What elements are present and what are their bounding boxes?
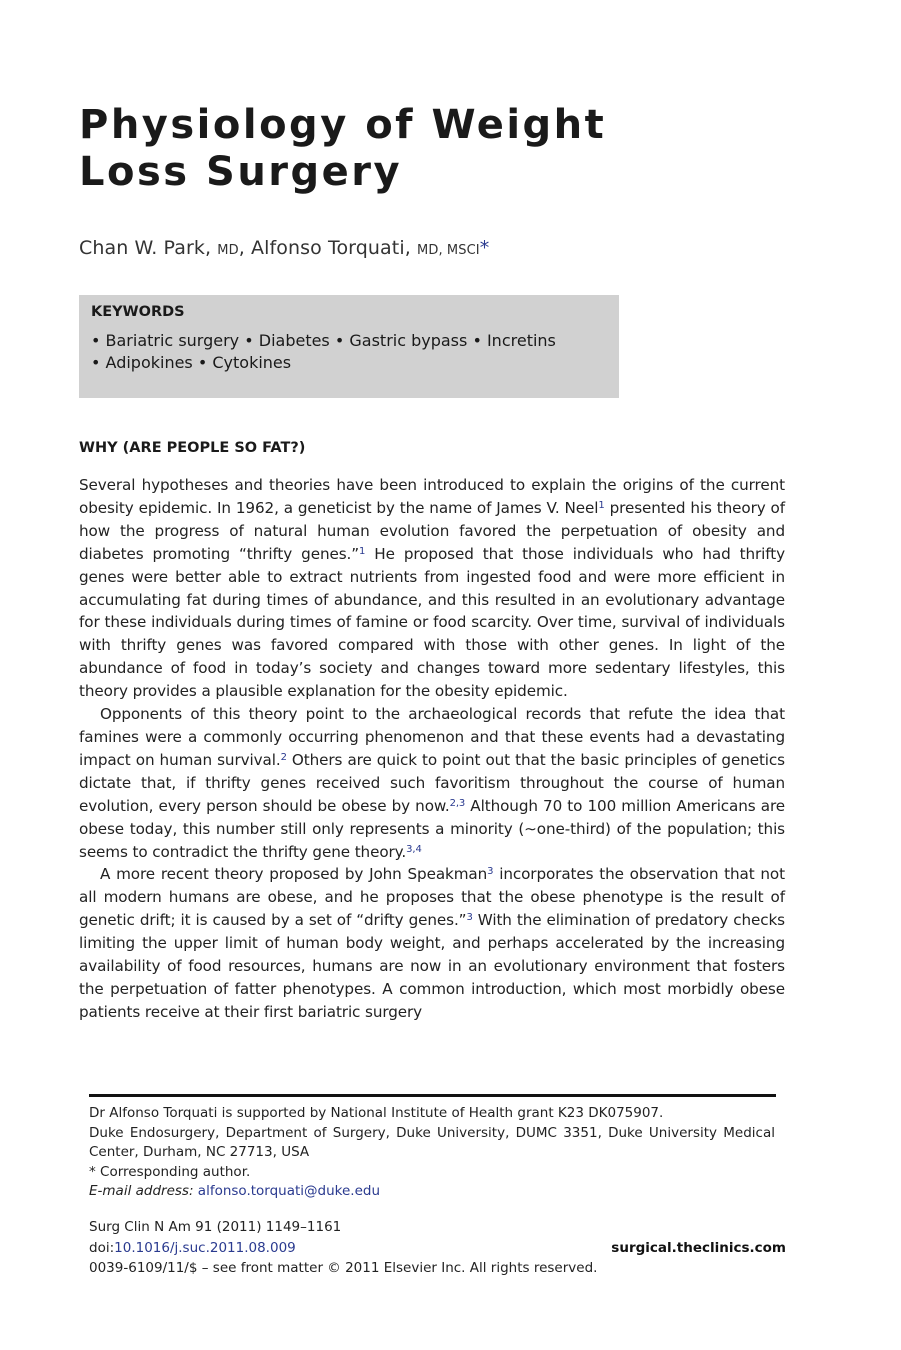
paragraph-3-text-a: A more recent theory proposed by John Speakman: [100, 865, 488, 884]
article-title: [79, 102, 779, 196]
author-1-degree: MD: [217, 243, 239, 258]
paragraph-3-text-c: With the elimination of predatory checks limiting the upper limit of human body weight, and perhaps accelerated by the increasing availability of food resources, humans are now in an evolutionary environment that fosters the perpetuation of fatter phenotypes. A common introduction, which most morbidly obese patients receive at their first bariatric surgery: [79, 911, 785, 1021]
footnote-divider: [89, 1094, 776, 1097]
author-separator: ,: [238, 237, 251, 259]
citation-block: [89, 1217, 786, 1279]
journal-website[interactable]: surgical.theclinics.com: [611, 1239, 786, 1256]
section-heading: WHY (ARE PEOPLE SO FAT?): [79, 440, 306, 456]
citation-ref[interactable]: 1: [359, 545, 366, 557]
doi-link[interactable]: 10.1016/j.suc.2011.08.009: [114, 1239, 296, 1256]
title-line-1: Physiology of Weight: [79, 102, 607, 148]
section-body: [79, 474, 785, 1024]
affiliation-note: Duke Endosurgery, Department of Surgery, Duke University, DUMC 3351, Duke University Medical Center, Durham, NC 27713, USA: [89, 1124, 775, 1161]
paragraph-3: [79, 863, 785, 1023]
title-line-2: Loss Surgery: [79, 149, 403, 195]
email-link[interactable]: alfonso.torquati@duke.edu: [197, 1183, 381, 1200]
journal-reference: Surg Clin N Am 91 (2011) 1149–1161: [89, 1219, 342, 1235]
paragraph-1-text-a: Several hypotheses and theories have been introduced to explain the origins of the current obesity epidemic. In 1962, a geneticist by the name of James V. Neel: [79, 476, 785, 517]
citation-ref[interactable]: 1: [598, 499, 605, 511]
corresponding-author-link[interactable]: *: [479, 237, 490, 259]
copyright-line: 0039-6109/11/$ – see front matter © 2011 Elsevier Inc. All rights reserved.: [89, 1260, 598, 1276]
paragraph-2-text-b: Others are quick to point out that the basic principles of genetics dictate that, if thrifty genes received such favoritism throughout the course of human evolution, every person should be obese by now.: [79, 750, 785, 815]
keywords-line-2: • Adipokines • Cytokines: [91, 353, 292, 372]
author-1-name: Chan W. Park,: [79, 237, 218, 259]
citation-ref[interactable]: 2,3: [449, 797, 466, 809]
footnotes: [89, 1104, 775, 1202]
paragraph-1: [79, 474, 785, 703]
author-2-name: Alfonso Torquati,: [250, 237, 418, 259]
citation-ref[interactable]: 3,4: [406, 843, 422, 855]
citation-ref[interactable]: 2: [280, 751, 287, 763]
email-note: [89, 1182, 775, 1202]
paragraph-1-text-b: presented his theory of how the progress of natural human evolution favored the perpetuation of obesity and diabetes promoting “thrifty genes.”: [79, 498, 785, 563]
citation-ref[interactable]: 3: [487, 866, 494, 878]
paragraph-2-text-a: Opponents of this theory point to the archaeological records that refute the idea that famines were a commonly occurring phenomenon and that these events had a devastating impact on human survival.: [79, 705, 785, 769]
corresponding-note: * Corresponding author.: [89, 1163, 251, 1180]
keywords-box: [79, 295, 619, 398]
keywords-heading: KEYWORDS: [91, 304, 185, 320]
author-2-degree: MD, MSCI: [417, 243, 480, 258]
paragraph-3-text-b: incorporates the observation that not all modern humans are obese, and he proposes that the obese phenotype is the result of genetic drift; it is caused by a set of “drifty genes.”: [79, 865, 785, 930]
paragraph-2-text-c: Although 70 to 100 million Americans are obese today, this number still only represents a minority (∼one-third) of the population; this seems to contradict the thrifty gene theory.: [79, 796, 786, 861]
paragraph-1-text-c: He proposed that those individuals who had thrifty genes were better able to extract nutrients from ingested food and were more efficient in accumulating fat during times of abundance, and this resulted in an evolutionary advantage for these individuals during times of famine or food scarcity. Over time, survival of individuals with thrifty genes was favored compared with those with other genes. In light of the abundance of food in today’s society and changes toward more sedentary lifestyles, this theory provides a plausible explanation for the obesity epidemic.: [79, 544, 785, 701]
doi-prefix: doi:: [89, 1239, 115, 1256]
paragraph-2: [79, 703, 785, 863]
author-list: [79, 237, 489, 259]
citation-ref[interactable]: 3: [466, 912, 473, 924]
funding-note: Dr Alfonso Torquati is supported by National Institute of Health grant K23 DK075907.: [89, 1105, 664, 1121]
doi-row: [89, 1238, 786, 1259]
email-label: E-mail address:: [89, 1183, 194, 1200]
keywords-line-1: • Bariatric surgery • Diabetes • Gastric bypass • Incretins: [91, 331, 556, 350]
